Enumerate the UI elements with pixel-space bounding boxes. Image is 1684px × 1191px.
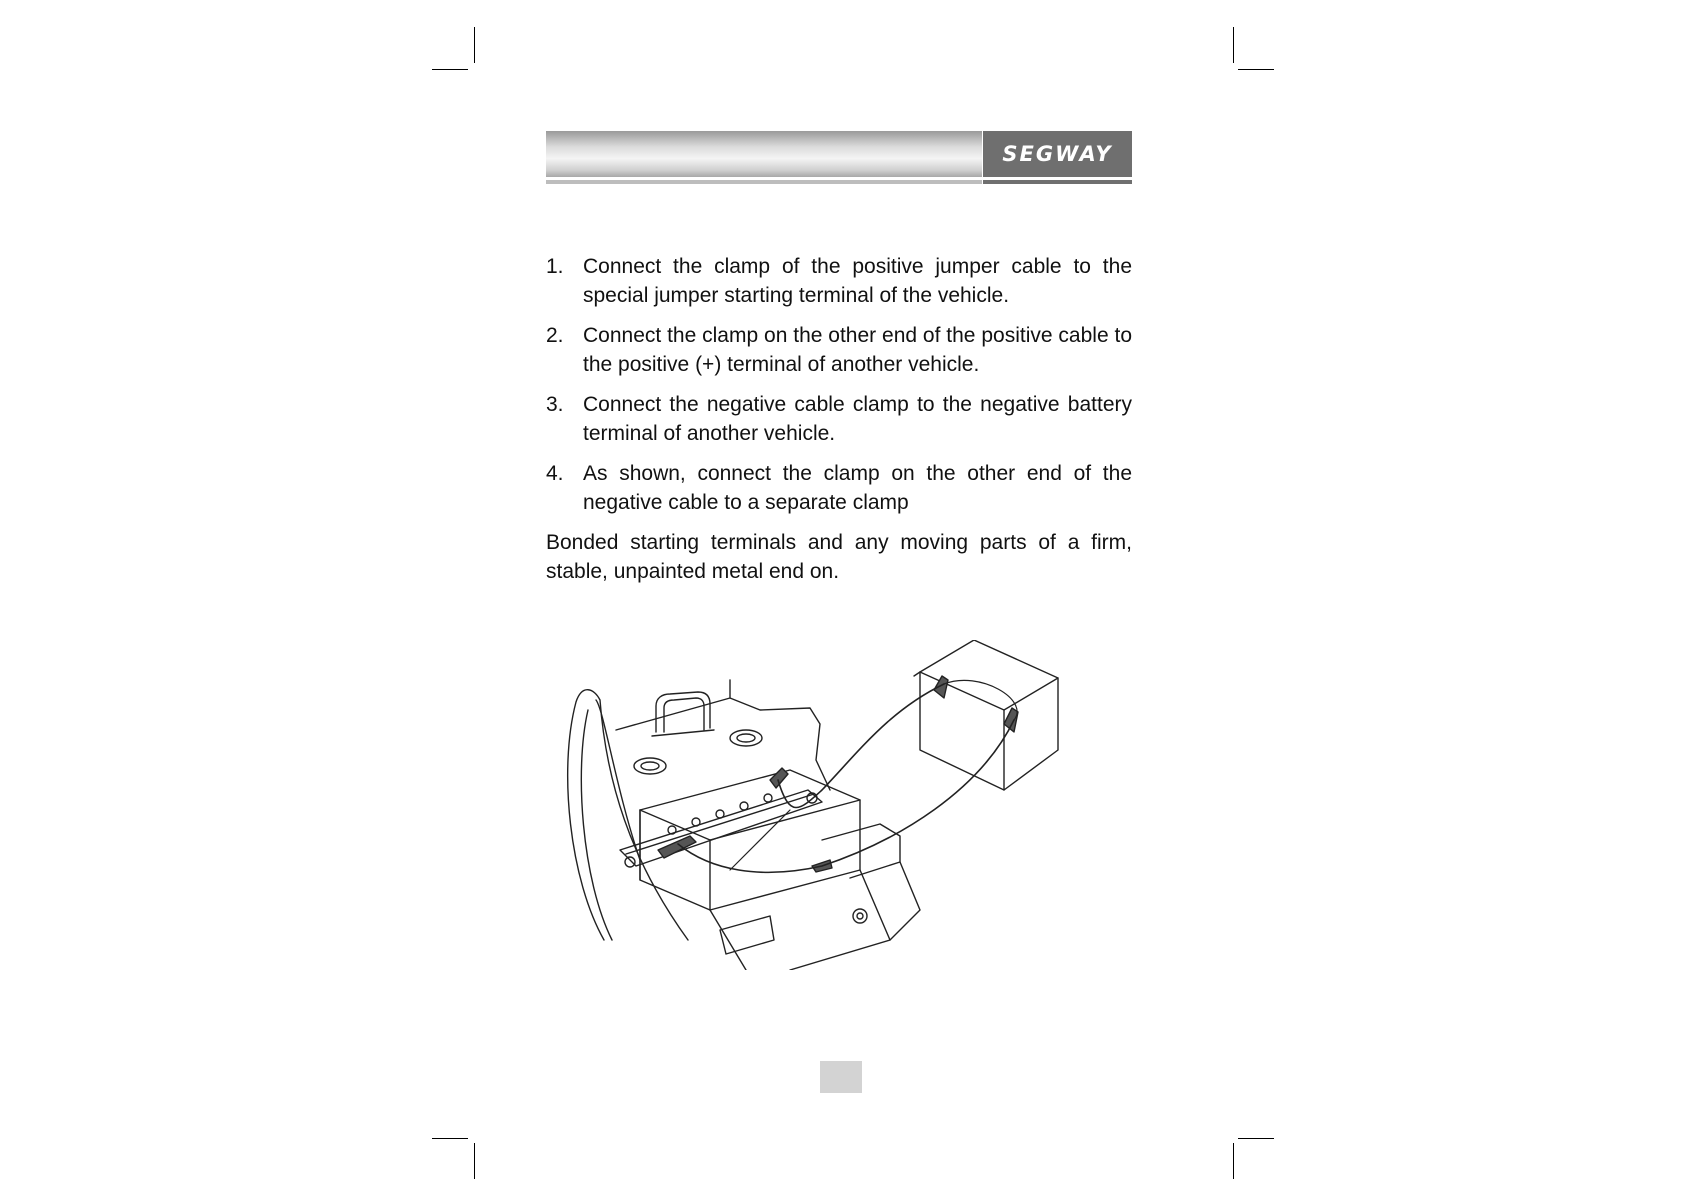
- step-item: [546, 252, 1132, 310]
- jump-start-illustration: [560, 640, 1120, 970]
- crop-mark: [432, 1138, 468, 1139]
- step-text: As shown, connect the clamp on the other end of the negative cable to a separate clamp: [583, 462, 1132, 514]
- step-item: [546, 321, 1132, 379]
- step-number: 3.: [546, 393, 564, 416]
- crop-mark: [432, 69, 468, 70]
- brand-logo-text: SEGWAY: [1002, 142, 1113, 166]
- header-gradient-bar: [546, 131, 982, 177]
- step-text: Connect the clamp on the other end of the positive cable to the positive (+) terminal of another vehicle.: [583, 324, 1132, 376]
- crop-mark: [1233, 1143, 1234, 1179]
- step-number: 1.: [546, 255, 564, 278]
- brand-logo: [983, 131, 1132, 177]
- step-number: 4.: [546, 462, 564, 485]
- instructions: [546, 252, 1132, 586]
- page-header: [546, 131, 1132, 177]
- crop-mark: [474, 27, 475, 63]
- crop-mark: [1233, 27, 1234, 63]
- page-number-box: [820, 1061, 862, 1093]
- header-rule-accent: [983, 180, 1132, 184]
- step-item: [546, 459, 1132, 517]
- step-text: Connect the clamp of the positive jumper cable to the special jumper starting terminal of the vehicle.: [583, 255, 1132, 307]
- header-rule: [546, 180, 982, 184]
- crop-mark: [1238, 69, 1274, 70]
- step-item: [546, 390, 1132, 448]
- step-text: Connect the negative cable clamp to the negative battery terminal of another vehicle.: [583, 393, 1132, 445]
- crop-mark: [1238, 1138, 1274, 1139]
- step-number: 2.: [546, 324, 564, 347]
- note-paragraph: Bonded starting terminals and any moving parts of a firm, stable, unpainted metal end on.: [546, 531, 1132, 583]
- crop-mark: [474, 1143, 475, 1179]
